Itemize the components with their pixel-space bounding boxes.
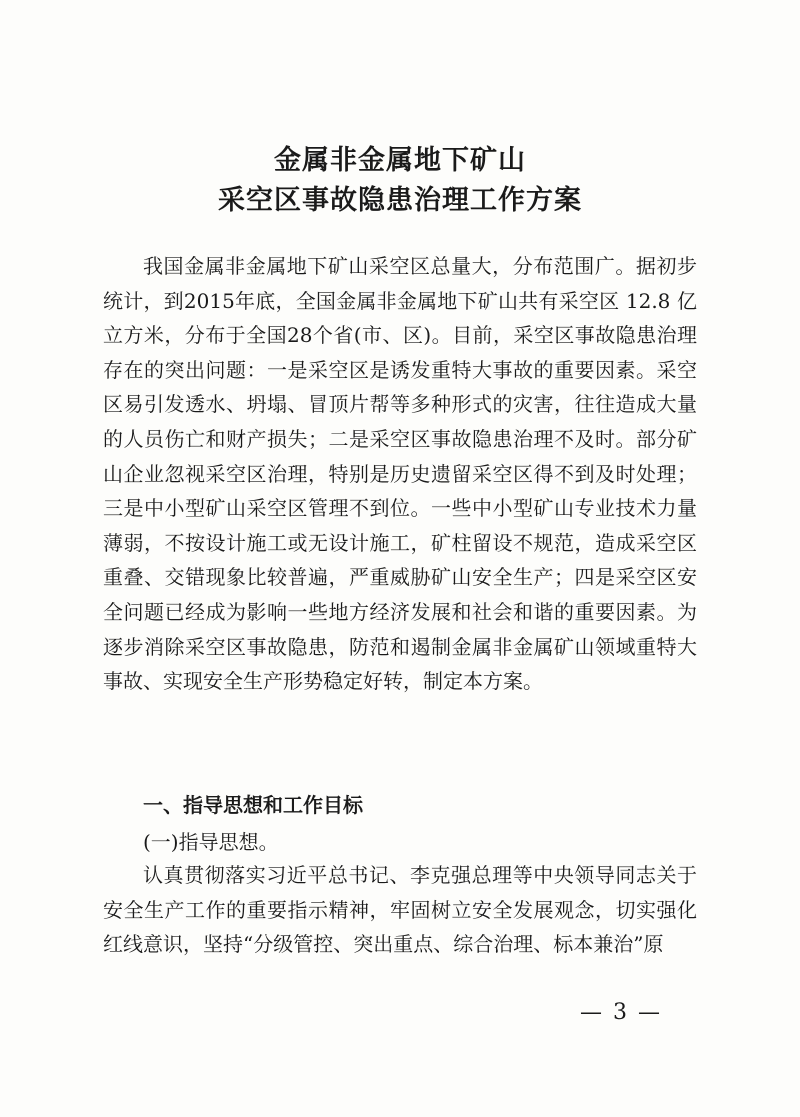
section-heading: 一、指导思想和工作目标 [143,793,363,817]
guiding-paragraph: 认真贯彻落实习近平总书记、李克强总理等中央领导同志关于安全生产工作的重要指示精神，牢固树立安全发展观念，切实强化红线意识，坚持“分级管控、突出重点、综合治理、标本兼治”原 [103,863,697,957]
document-title-line2: 采空区事故隐患治理工作方案 [218,185,582,216]
document-title-line1: 金属非金属地下矿山 [274,145,526,176]
subsection-heading: (一)指导思想。 [143,830,279,854]
intro-paragraph: 我国金属非金属地下矿山采空区总量大，分布范围广。据初步统计，到2015年底，全国金属非金属地下矿山共有采空区 12.8 亿立方米，分布于全国28个省(市、区)。目前，采空区事故隐患治理存在的突出问题：一是采空区是诱发重特大事故的重要因素。采空区易引发透水、坍塌、冒顶片帮等多种形式的灾害，往往造成大量的人员伤亡和财产损失；二是采空区事故隐患治理不及时。部分矿山企业忽视采空区治理，特别是历史遗留采空区得不到及时处理；三是中小型矿山采空区管理不到位。一些中小型矿山专业技术力量薄弱，不按设计施工或无设计施工，矿柱留设不规范，造成采空区重叠、交错现象比较普遍，严重威胁矿山安全生产；四是采空区安全问题已经成为影响一些地方经济发展和社会和谐的重要因素。为逐步消除采空区事故隐患，防范和遏制金属非金属矿山领域重特大事故、实现安全生产形势稳定好转，制定本方案。 [103,254,697,694]
page-number: — 3 — [580,1000,662,1025]
